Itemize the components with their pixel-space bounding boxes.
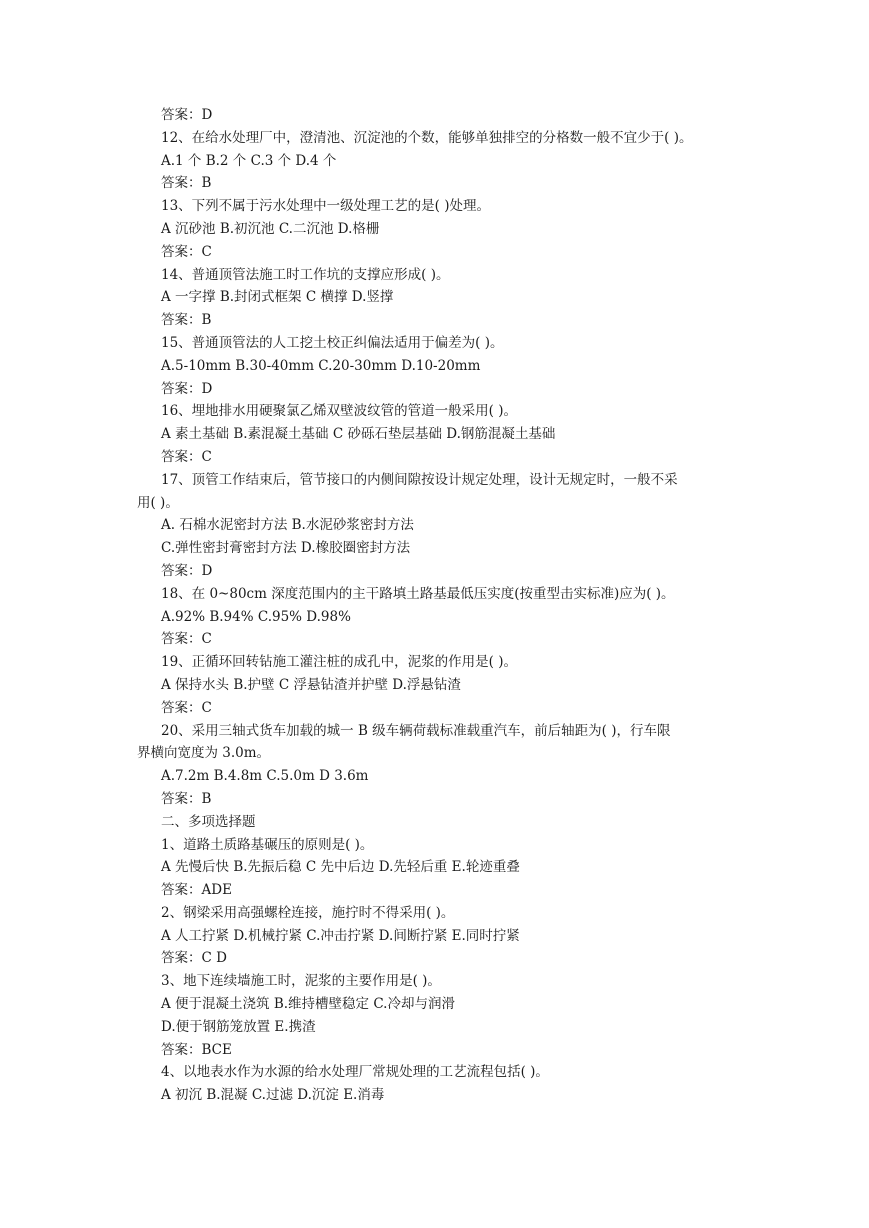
question-12: 12、在给水处理厂中，澄清池、沉淀池的个数，能够单独排空的分格数一般不宜少于( )。 xyxy=(161,129,693,146)
options-line: A 沉砂池 B.初沉池 C.二沉池 D.格栅 xyxy=(161,220,380,237)
answer-line: 答案：D xyxy=(161,562,213,579)
options-line: A 初沉 B.混凝 C.过滤 D.沉淀 E.消毒 xyxy=(161,1087,385,1104)
options-line: C.弹性密封膏密封方法 D.橡胶圈密封方法 xyxy=(161,540,411,557)
question-17-continued: 用( )。 xyxy=(137,494,179,511)
answer-line: 答案：B xyxy=(161,790,212,807)
options-line: A.7.2m B.4.8m C.5.0m D 3.6m xyxy=(161,768,369,785)
answer-line: 答案：C xyxy=(161,448,212,465)
question-20-continued: 界横向宽度为 3.0m。 xyxy=(137,745,271,762)
answer-line: 答案：BCE xyxy=(161,1041,232,1058)
question-16: 16、埋地排水用硬聚氯乙烯双壁波纹管的管道一般采用( )。 xyxy=(161,403,518,420)
options-line: A 素土基础 B.素混凝土基础 C 砂砾石垫层基础 D.钢筋混凝土基础 xyxy=(161,426,556,443)
options-line: A 先慢后快 B.先振后稳 C 先中后边 D.先轻后重 E.轮迹重叠 xyxy=(161,859,520,876)
answer-line: 答案：C xyxy=(161,699,212,716)
multi-question-1: 1、道路土质路基碾压的原则是( )。 xyxy=(161,836,374,853)
answer-line: 答案：B xyxy=(161,175,212,192)
question-20: 20、采用三轴式货车加载的城一 B 级车辆荷载标准载重汽车，前后轴距为( )，行车限 xyxy=(161,722,671,739)
question-14: 14、普通顶管法施工时工作坑的支撑应形成( )。 xyxy=(161,266,450,283)
answer-line: 答案：B xyxy=(161,312,212,329)
multi-question-3: 3、地下连续墙施工时，泥浆的主要作用是( )。 xyxy=(161,973,441,990)
options-line: A 便于混凝土浇筑 B.维持槽壁稳定 C.冷却与润滑 xyxy=(161,996,455,1013)
answer-line: 答案：D xyxy=(161,380,213,397)
question-15: 15、普通顶管法的人工挖土校正纠偏法适用于偏差为( )。 xyxy=(161,334,504,351)
options-line: D.便于钢筋笼放置 E.携渣 xyxy=(161,1018,316,1035)
answer-line: 答案：ADE xyxy=(161,882,232,899)
options-line: A.92% B.94% C.95% D.98% xyxy=(161,608,351,625)
section-heading: 二、多项选择题 xyxy=(161,813,256,830)
question-18: 18、在 0~80cm 深度范围内的主干路填土路基最低压实度(按重型击实标准)应为( )。 xyxy=(161,585,675,602)
multi-question-2: 2、钢梁采用高强螺栓连接，施拧时不得采用( )。 xyxy=(161,904,455,921)
answer-line: 答案：C xyxy=(161,631,212,648)
options-line: A 一字撑 B.封闭式框架 C 横撑 D.竖撑 xyxy=(161,289,394,306)
answer-line: 答案：C xyxy=(161,243,212,260)
options-line: A 保持水头 B.护壁 C 浮悬钻渣并护壁 D.浮悬钻渣 xyxy=(161,676,461,693)
question-17: 17、顶管工作结束后，管节接口的内侧间隙按设计规定处理，设计无规定时，一般不采 xyxy=(161,471,678,488)
options-line: A.1 个 B.2 个 C.3 个 D.4 个 xyxy=(161,152,337,169)
question-13: 13、下列不属于污水处理中一级处理工艺的是( )处理。 xyxy=(161,198,491,215)
options-line: A.5-10mm B.30-40mm C.20-30mm D.10-20mm xyxy=(161,357,481,374)
question-text xyxy=(137,104,741,1107)
question-19: 19、正循环回转钻施工灌注桩的成孔中，泥浆的作用是( )。 xyxy=(161,654,518,671)
options-line: A 人工拧紧 D.机械拧紧 C.冲击拧紧 D.间断拧紧 E.同时拧紧 xyxy=(161,927,520,944)
answer-line: 答案：D xyxy=(161,107,213,123)
options-line: A. 石棉水泥密封方法 B.水泥砂浆密封方法 xyxy=(161,517,414,534)
multi-question-4: 4、以地表水作为水源的给水处理厂常规处理的工艺流程包括( )。 xyxy=(161,1064,549,1081)
answer-line: 答案：C D xyxy=(161,950,227,967)
